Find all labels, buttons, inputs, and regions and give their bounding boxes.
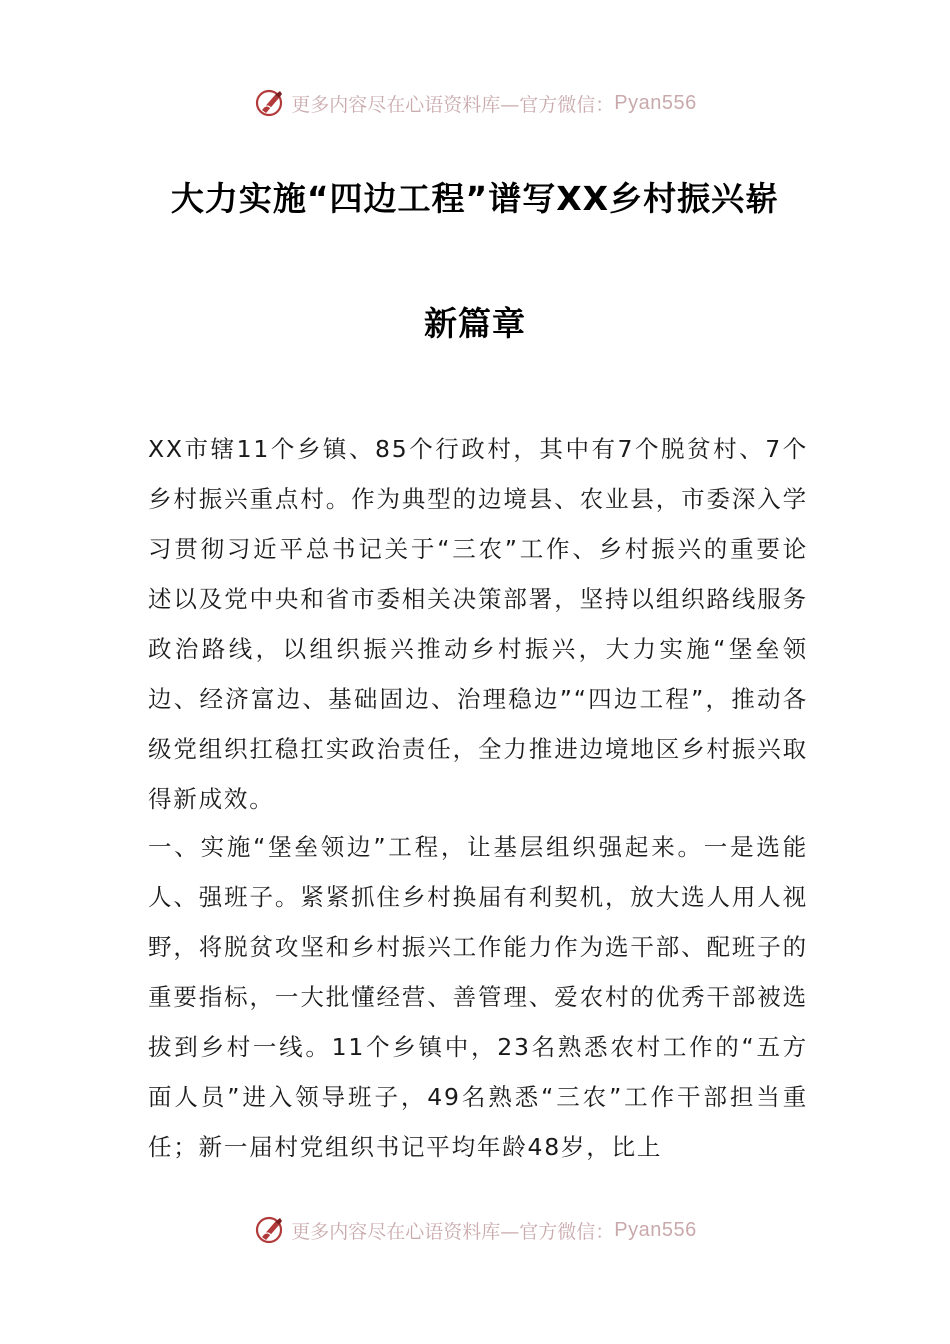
document-title-line-1: 大力实施“四边工程”谱写XX乡村振兴崭 — [170, 179, 780, 218]
section-one-paragraph-block — [148, 822, 808, 1172]
banner-text: 更多内容尽在心语资料库—官方微信： — [291, 93, 615, 116]
paragraph: XX市辖11个乡镇、85个行政村，其中有7个脱贫村、7个乡村振兴重点村。作为典型的边境县、农业县，市委深入学习贯彻习近平总书记关于“三农”工作、乡村振兴的重要论述以及党中央和省市委相关决策部署，坚持以组织路线服务政治路线，以组织振兴推动乡村振兴，大力实施“堡垒领边、经济富边、基础固边、治理稳边”“四边工程”，推动各级党组织扛稳扛实政治责任，全力推进边境地区乡村振兴取得新成效。 — [148, 435, 808, 813]
pen-nib-circle-icon — [253, 1213, 287, 1247]
intro-paragraph-block — [148, 424, 808, 824]
footer-banner — [0, 1210, 950, 1250]
banner-text: 更多内容尽在心语资料库—官方微信： — [291, 1220, 615, 1243]
wechat-id: Pyan556 — [614, 1218, 697, 1241]
wechat-id: Pyan556 — [614, 91, 697, 114]
document-title-line-2: 新篇章 — [424, 304, 526, 343]
paragraph: 一、实施“堡垒领边”工程，让基层组织强起来。一是选能人、强班子。紧紧抓住乡村换届有利契机，放大选人用人视野，将脱贫攻坚和乡村振兴工作能力作为选干部、配班子的重要指标，一大批懂经营、善管理、爱农村的优秀干部被选拔到乡村一线。11个乡镇中，23名熟悉农村工作的“五方面人员”进入领导班子，49名熟悉“三农”工作干部担当重任；新一届村党组织书记平均年龄48岁，比上 — [148, 833, 808, 1161]
pen-nib-circle-icon — [253, 86, 287, 120]
header-banner — [0, 83, 950, 123]
